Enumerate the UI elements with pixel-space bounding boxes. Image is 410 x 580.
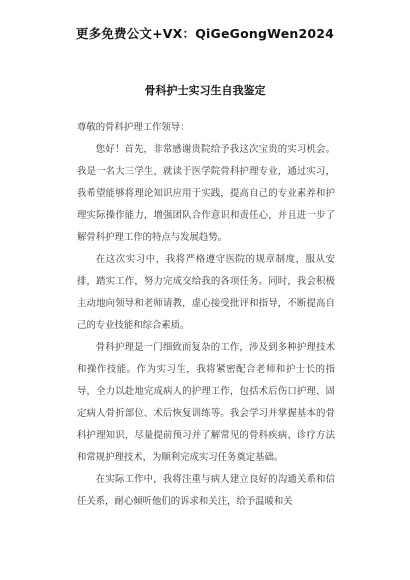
document-title: 骨科护士实习生自我鉴定 [144, 84, 266, 97]
document-body [77, 117, 335, 513]
paragraph: 在这次实习中，我将严格遵守医院的规章制度，服从安排，踏实工作，努力完成交给我的各项任务。同时，我会积极主动地向领导和老师请教，虚心接受批评和指导，不断提高自己的专业技能和综合素质。 [77, 254, 335, 331]
paragraph: 骨科护理是一门细致而复杂的工作，涉及到多种护理技术和操作技能。作为实习生，我将紧密配合老师和护士长的指导，全力以赴地完成病人的护理工作，包括术后伤口护理、固定病人骨折部位、术后恢复训练等。我会学习并掌握基本的骨科护理知识，尽量提前预习并了解常见的骨科疾病、诊疗方法和常规护理技术，为顺利完成实习任务奠定基础。 [77, 342, 335, 463]
paragraph: 在实际工作中，我将注重与病人建立良好的沟通关系和信任关系，耐心倾听他们的诉求和关注，给予温暖和关 [77, 474, 335, 507]
salutation: 尊敬的骨科护理工作领导： [77, 122, 190, 133]
promo-header: 更多免费公文+VX：QiGeGongWen2024 [75, 26, 335, 41]
paragraph: 您好！首先，非常感谢贵院给予我这次宝贵的实习机会。我是一名大三学生，就读于医学院骨科护理专业，通过实习，我希望能够将理论知识应用于实践，提高自己的专业素养和护理实际操作能力，增强团队合作意识和责任心，并且进一步了解骨科护理工作的特点与发展趋势。 [77, 144, 335, 243]
